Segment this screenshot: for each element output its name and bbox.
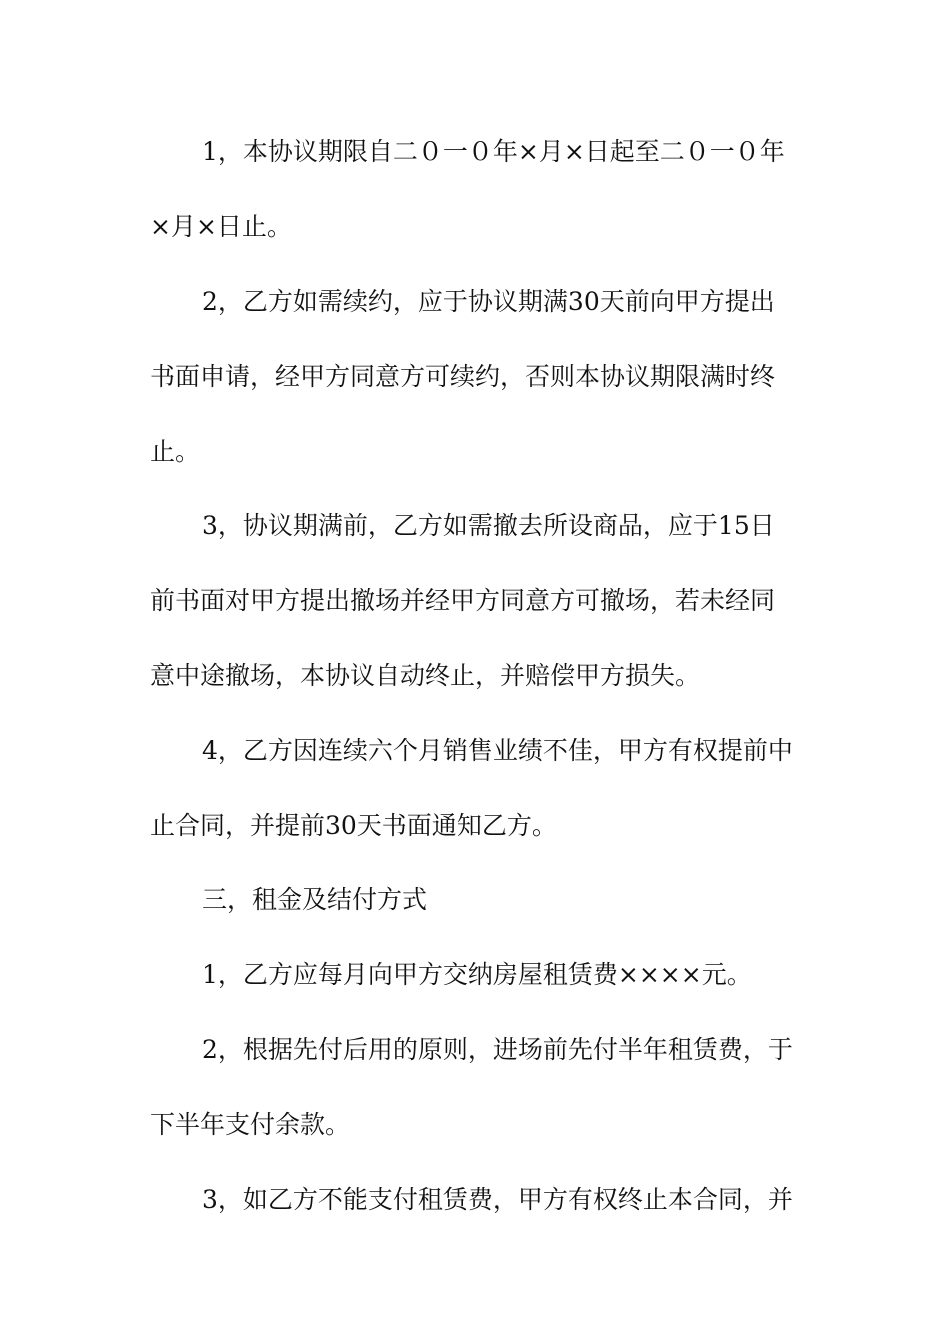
text-line: 1，本协议期限自二０一０年×月×日起至二０一０年: [202, 137, 785, 166]
text-line: 1，乙方应每月向甲方交纳房屋租赁费××××元。: [202, 960, 752, 989]
text-line: 止。: [150, 437, 201, 466]
text-line: 3，协议期满前，乙方如需撤去所设商品，应于15日: [202, 511, 775, 540]
text-line: 3，如乙方不能支付租赁费，甲方有权终止本合同，并: [202, 1185, 793, 1214]
text-line: 2，乙方如需续约，应于协议期满30天前向甲方提出: [202, 287, 775, 316]
text-line: ×月×日止。: [150, 212, 292, 241]
section-heading: 三，租金及结付方式: [202, 885, 428, 914]
text-line: 4，乙方因连续六个月销售业绩不佳，甲方有权提前中: [202, 736, 793, 765]
text-line: 书面申请，经甲方同意方可续约，否则本协议期限满时终: [150, 362, 776, 391]
text-line: 意中途撤场，本协议自动终止，并赔偿甲方损失。: [150, 661, 701, 690]
text-line: 前书面对甲方提出撤场并经甲方同意方可撤场，若未经同: [150, 586, 776, 615]
text-line: 2，根据先付后用的原则，进场前先付半年租赁费，于: [202, 1035, 793, 1064]
text-line: 止合同，并提前30天书面通知乙方。: [150, 811, 557, 840]
text-line: 下半年支付余款。: [150, 1110, 351, 1139]
